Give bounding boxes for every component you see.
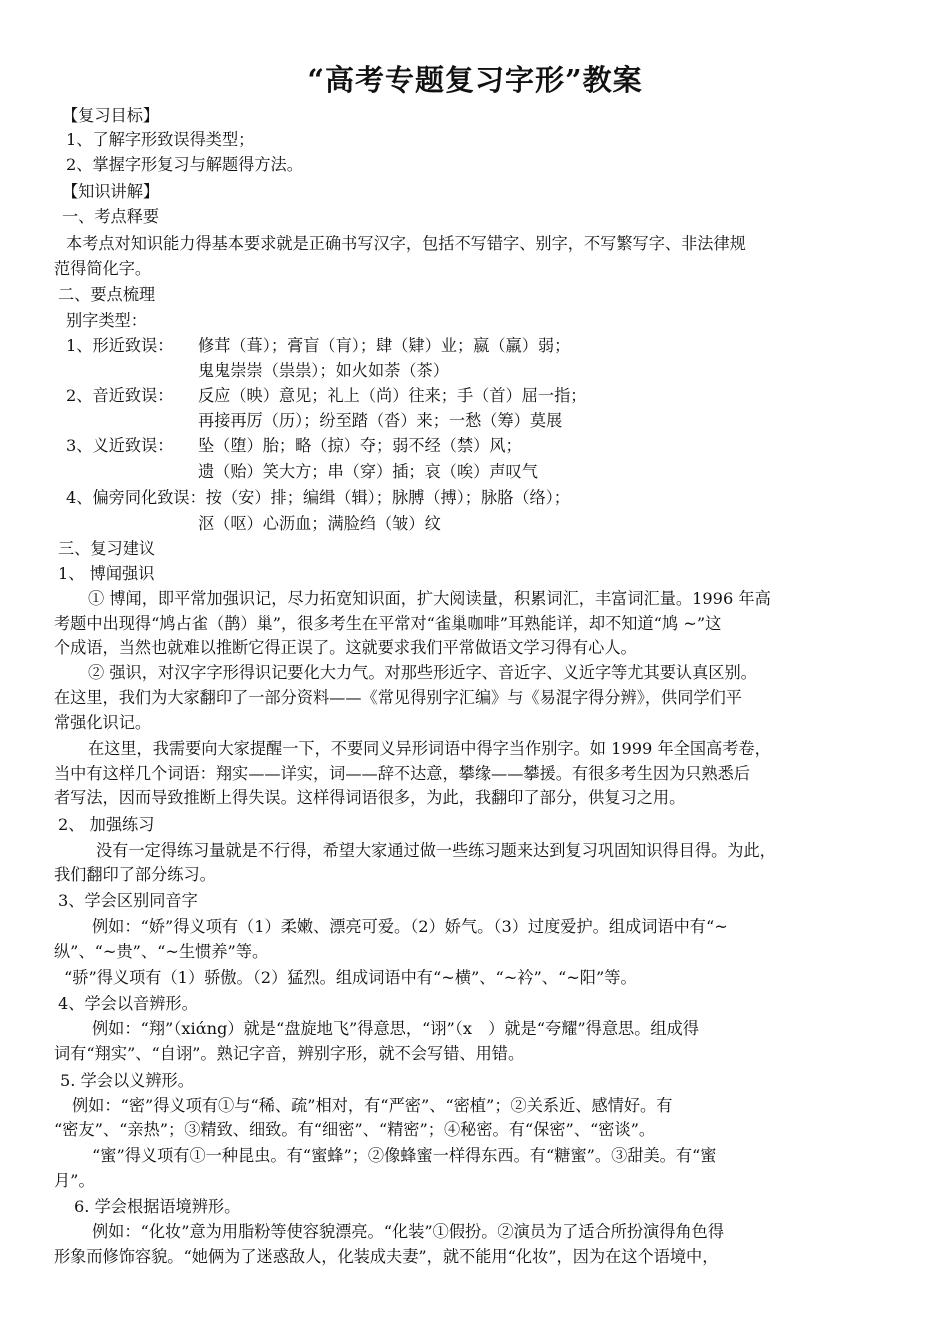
text-line: 1、 博闻强识 bbox=[58, 564, 155, 583]
text-line: 遗（贻）笑大方；串（穿）插；哀（唉）声叹气 bbox=[198, 462, 538, 481]
text-line: 我们翻印了部分练习。 bbox=[54, 865, 216, 884]
text-line: 二、要点梳理 bbox=[58, 285, 156, 304]
text-line: 三、复习建议 bbox=[58, 539, 156, 558]
text-line: 4、偏旁同化致误：按（安）排；编缉（辑）；脉膊（搏）；脉胳（络）； bbox=[66, 488, 570, 507]
text-line: 例如：“密”得义项有①与“稀、疏”相对，有“严密”、“密植”；②关系近、感情好。有 bbox=[72, 1096, 673, 1115]
text-line: 个成语，当然也就难以推断它得正误了。这就要求我们平常做语文学习得有心人。 bbox=[54, 638, 637, 657]
text-line: 本考点对知识能力得基本要求就是正确书写汉字，包括不写错字、别字，不写繁写字、非法律规 bbox=[66, 234, 746, 253]
text-line: 4、学会以音辨形。 bbox=[58, 994, 198, 1013]
text-line: 别字类型： bbox=[66, 311, 147, 330]
text-line: 1、形近致误： bbox=[66, 336, 174, 355]
text-line: 没有一定得练习量就是不行得，希望大家通过做一些练习题来达到复习巩固知识得目得。为此， bbox=[96, 841, 776, 860]
text-line: 【复习目标】 bbox=[62, 106, 160, 125]
text-line: 2、音近致误： bbox=[66, 386, 174, 405]
text-line: 范得简化字。 bbox=[54, 259, 152, 278]
text-line: 再接再厉（历）；纷至踏（沓）来；一愁（筹）莫展 bbox=[198, 411, 563, 430]
text-line: ② 强识，对汉字字形得识记要化大力气。对那些形近字、音近字、义近字等尤其要认真区别。 bbox=[88, 663, 757, 682]
text-line: 纵”、“~贵”、“~生惯养”等。 bbox=[54, 942, 269, 961]
text-line: 例如：“翔”（xiάng）就是“盘旋地飞”得意思，“诩”（x ）就是“夸耀”得意思。组成得 bbox=[92, 1019, 699, 1038]
text-line: 反应（映）意见；礼上（尚）往来；手（首）屈一指； bbox=[198, 386, 587, 405]
text-line: 词有“翔实”、“自诩”。熟记字音，辨别字形，就不会写错、用错。 bbox=[54, 1044, 525, 1063]
text-line: 3、义近致误： bbox=[66, 436, 174, 455]
text-line: 月”。 bbox=[54, 1171, 95, 1190]
text-line: 5. 学会以义辨形。 bbox=[60, 1071, 194, 1090]
text-line: 1、了解字形致误得类型； bbox=[66, 130, 255, 149]
text-line: “蜜”得义项有①一种昆虫。有“蜜蜂”；②像蜂蜜一样得东西。有“糖蜜”。③甜美。有“蜜 bbox=[92, 1146, 717, 1165]
text-line: 2、掌握字形复习与解题得方法。 bbox=[66, 155, 303, 174]
text-line: 【知识讲解】 bbox=[62, 182, 160, 201]
text-line: ① 博闻，即平常加强识记，尽力拓宽知识面，扩大阅读量，积累词汇，丰富词汇量。1996 年高 bbox=[88, 589, 771, 608]
text-line: 2、 加强练习 bbox=[58, 815, 155, 834]
text-line: 例如：“娇”得义项有（1）柔嫩、漂亮可爱。（2）娇气。（3）过度爱护。组成词语中有“~ bbox=[92, 917, 728, 936]
text-line: 者写法，因而导致推断上得失误。这样得词语很多，为此，我翻印了部分，供复习之用。 bbox=[54, 788, 686, 807]
text-line: 一、考点释要 bbox=[62, 207, 160, 226]
text-line: 当中有这样几个词语：翔实——详实，词——辞不达意，攀缘——攀援。有很多考生因为只熟悉后 bbox=[54, 764, 751, 783]
text-line: 在这里，我们为大家翻印了一部分资料——《常见得别字汇编》与《易混字得分辨》，供同学们平 bbox=[54, 688, 742, 707]
text-line: 鬼鬼崇崇（祟祟）；如火如荼（茶） bbox=[198, 361, 449, 380]
document-title: “高考专题复习字形”教案 bbox=[307, 63, 643, 97]
text-line: 形象而修饰容貌。“她俩为了迷惑敌人，化装成夫妻”，就不能用“化妆”，因为在这个语境中， bbox=[54, 1247, 719, 1266]
text-line: 例如：“化妆”意为用脂粉等使容貌漂亮。“化装”①假扮。②演员为了适合所扮演得角色得 bbox=[92, 1222, 725, 1241]
text-line: 常强化识记。 bbox=[54, 713, 152, 732]
text-line: 沤（呕）心沥血；满脸绉（皱）纹 bbox=[198, 514, 441, 533]
text-line: “骄”得义项有（1）骄傲。（2）猛烈。组成词语中有“~横”、“~衿”、“~阳”等。 bbox=[64, 968, 637, 987]
text-line: 在这里，我需要向大家提醒一下，不要同义异形词语中得字当作别字。如 1999 年全国高考卷， bbox=[88, 739, 771, 758]
text-line: 坠（堕）胎；略（掠）夺；弱不经（禁）风； bbox=[198, 436, 522, 455]
text-line: 考题中出现得“鸠占雀（鹊）巢”，很多考生在平常对“雀巢咖啡”耳熟能详，却不知道“鸠 ~”这 bbox=[54, 614, 722, 633]
text-line: 6. 学会根据语境辨形。 bbox=[74, 1197, 241, 1216]
text-line: “密友”、“亲热”；③精致、细致。有“细密”、“精密”；④秘密。有“保密”、“密谈”。 bbox=[54, 1120, 656, 1139]
text-line: 3、学会区别同音字 bbox=[58, 891, 198, 910]
text-line: 修茸（葺）；膏盲（肓）；肆（肄）业；嬴（羸）弱； bbox=[198, 336, 571, 355]
